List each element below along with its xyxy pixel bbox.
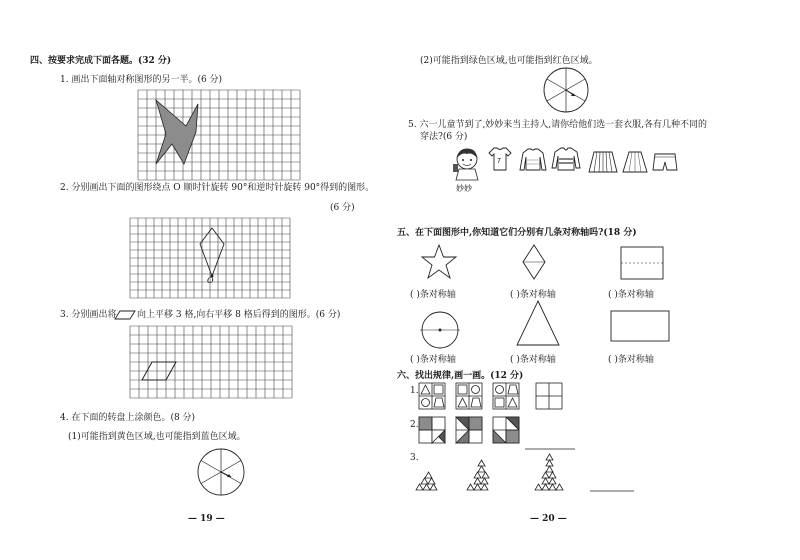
circle-shape[interactable]: [420, 310, 460, 350]
pattern-3-number: 3.: [410, 453, 419, 463]
long-sleeve-shirt-icon[interactable]: [519, 148, 547, 172]
pattern-1-row[interactable]: [418, 382, 568, 412]
spinner-1[interactable]: [196, 447, 246, 497]
page-number-left: — 19 —: [188, 514, 225, 524]
pattern-2-number: 2.: [410, 420, 419, 430]
section6-title: 六、找出规律,画一画。(12 分): [397, 371, 524, 381]
page-number-right: — 20 —: [530, 514, 567, 524]
pattern-2-row[interactable]: [418, 416, 528, 446]
axis-answer-circle[interactable]: ( )条对称轴: [410, 355, 456, 365]
question-5-line2: 穿法?(6 分): [420, 132, 468, 142]
question-4-1: (1)可能指到黄色区域,也可能指到蓝色区域。: [68, 432, 246, 442]
parallelogram-icon: [114, 310, 136, 320]
shorts-icon[interactable]: [652, 152, 678, 172]
tshirt-icon[interactable]: [488, 146, 512, 172]
question-4: 4. 在下面的转盘上涂颜色。(8 分): [60, 413, 196, 423]
question-4-2: (2)可能指到绿色区域,也可能指到红色区域。: [420, 56, 598, 66]
pattern-3-row[interactable]: [414, 458, 654, 494]
miaomiao-label: 妙妙: [456, 184, 472, 193]
question-3-post: 向上平移 3 格,向右平移 8 格后得到的图形。(6 分): [137, 310, 341, 320]
question-3-pre: 3. 分别画出将: [60, 310, 117, 320]
axis-answer-triangle[interactable]: ( )条对称轴: [510, 355, 556, 365]
rotation-grid[interactable]: [130, 218, 290, 300]
pattern-1-number: 1.: [410, 386, 419, 396]
pattern-2-answer-line[interactable]: [525, 448, 575, 450]
rhombus-shape[interactable]: [522, 244, 546, 280]
axis-answer-star[interactable]: ( )条对称轴: [410, 290, 456, 300]
triangle-shape[interactable]: [516, 300, 560, 346]
pleated-skirt-icon[interactable]: [588, 150, 618, 174]
question-2: 2. 分别画出下面的图形绕点 O 顺时针旋转 90°和逆时针旋转 90°得到的图形。: [60, 183, 375, 193]
axis-answer-rectangle[interactable]: ( )条对称轴: [608, 355, 654, 365]
miaomiao-girl-icon: [450, 146, 484, 182]
kite-shape: [200, 228, 224, 276]
section5-title: 五、在下面图形中,你知道它们分别有几条对称轴吗?(18 分): [397, 228, 637, 238]
question-1: 1. 画出下面轴对称图形的另一半。(6 分): [60, 75, 223, 85]
svg-text:7: 7: [497, 158, 501, 165]
sweater-icon[interactable]: [551, 146, 581, 172]
axis-answer-rhombus[interactable]: ( )条对称轴: [510, 290, 556, 300]
point-o-label: O: [207, 276, 214, 285]
spinner-2[interactable]: [542, 66, 590, 114]
square-shape[interactable]: [620, 246, 664, 280]
half-star-shape: [156, 100, 198, 164]
rectangle-shape[interactable]: [610, 310, 670, 342]
question-5-line1: 5. 六一儿童节到了,妙妙来当主持人,请你给他们选一套衣服,各有几种不同的: [408, 120, 708, 130]
symmetry-grid[interactable]: [138, 90, 300, 182]
flared-skirt-icon[interactable]: [622, 150, 648, 174]
star-shape[interactable]: [420, 244, 458, 280]
question-2-score: (6 分): [330, 203, 355, 213]
section4-title: 四、按要求完成下面各题。(32 分): [30, 56, 172, 66]
translation-grid[interactable]: [130, 326, 292, 398]
axis-answer-square[interactable]: ( )条对称轴: [608, 290, 654, 300]
